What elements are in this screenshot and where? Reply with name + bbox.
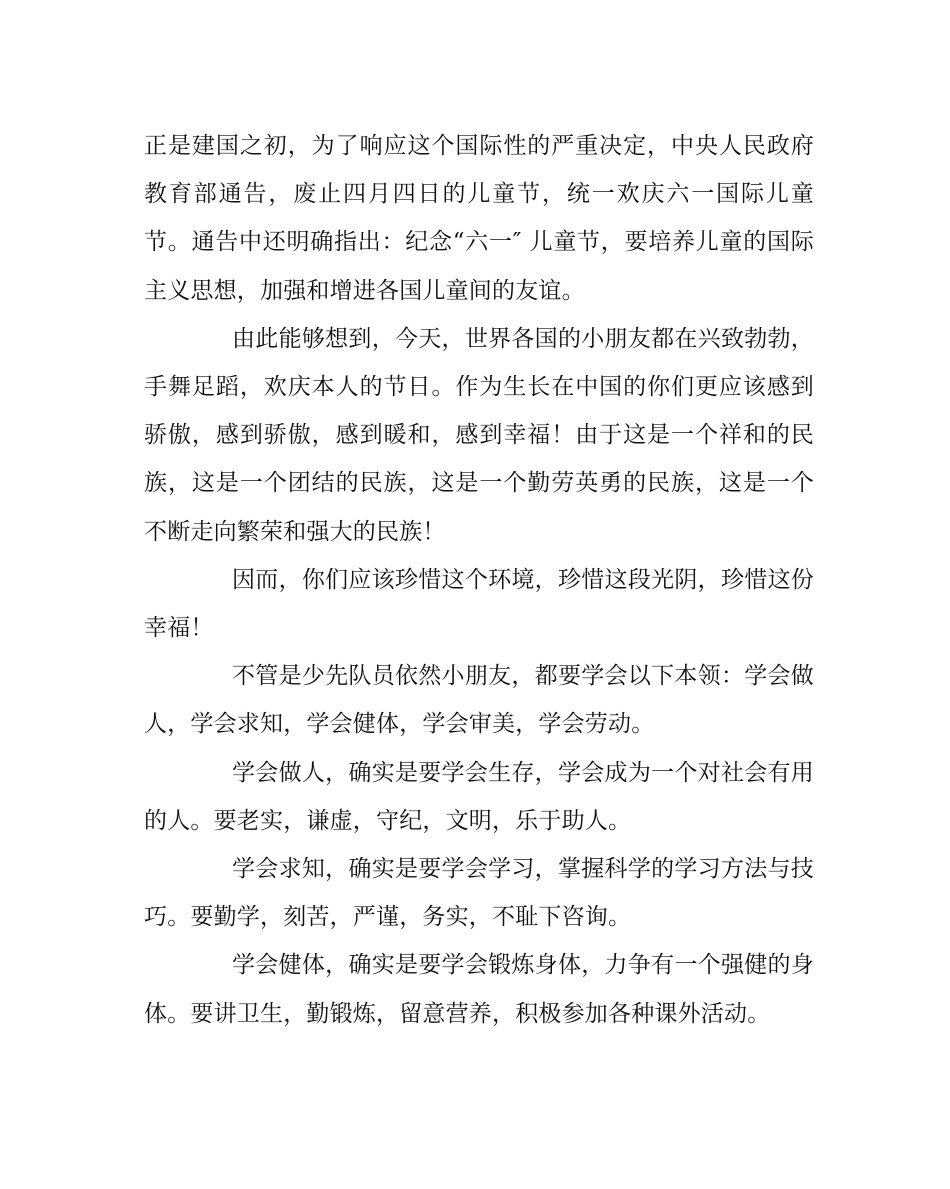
paragraph-3: 因而，你们应该珍惜这个环境，珍惜这段光阴，珍惜这份幸福！ (144, 566, 814, 642)
paragraph-7: 学会健体，确实是要学会锻炼身体，力争有一个强健的身体。要讲卫生，勤锻炼，留意营养，积极参加各种课外活动。 (144, 952, 814, 1027)
paragraph-5: 学会做人，确实是要学会生存，学会成为一个对社会有用的人。要老实，谦虚，守纪，文明，乐于助人。 (144, 759, 814, 834)
paragraph-1: 正是建国之初，为了响应这个国际性的严重决定，中央人民政府教育部通告，废止四月四日的儿童节，统一欢庆六一国际儿童节。通告中还明确指出：纪念“六一″ 儿童节，要培养儿童的国际主义思想，加强和增进各国儿童间的友谊。 (144, 133, 814, 304)
paragraph-2: 由此能够想到，今天，世界各国的小朋友都在兴致勃勃，手舞足蹈，欢庆本人的节日。作为生长在中国的你们更应该感到骄傲，感到骄傲，感到暖和，感到幸福！由于这是一个祥和的民族，这是一个团结的民族，这是一个勤劳英勇的民族，这是一个不断走向繁荣和强大的民族！ (144, 325, 814, 545)
document-body (144, 122, 814, 1038)
paragraph-4: 不管是少先队员依然小朋友，都要学会以下本领：学会做人，学会求知，学会健体，学会审美，学会劳动。 (144, 663, 814, 738)
paragraph-6: 学会求知，确实是要学会学习，掌握科学的学习方法与技巧。要勤学，刻苦，严谨，务实，不耻下咨询。 (144, 856, 814, 931)
